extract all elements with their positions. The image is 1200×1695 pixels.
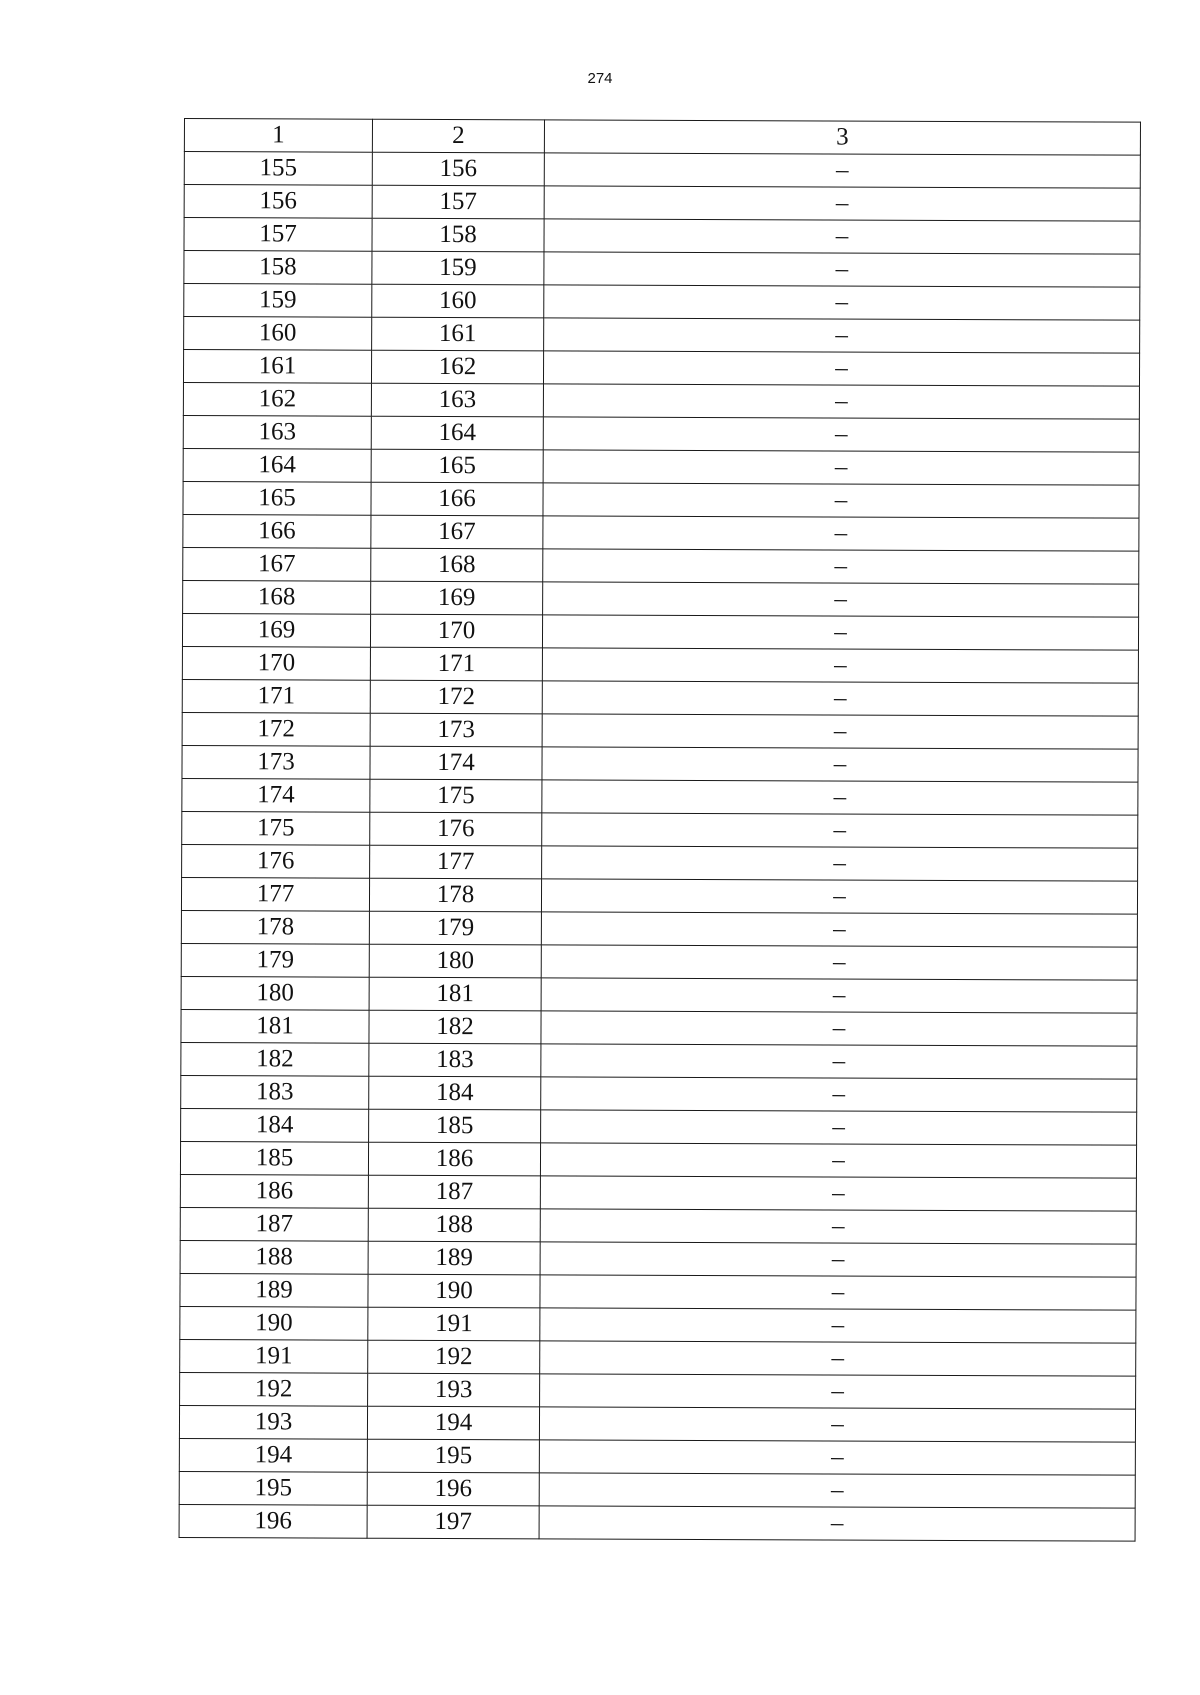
table-cell-col-1: 175 [182, 811, 370, 845]
table-cell-col-1: 157 [184, 218, 372, 252]
table-cell-col-1: 161 [183, 350, 371, 384]
table-row [180, 1207, 1136, 1244]
table-cell-col-2: 186 [368, 1142, 540, 1176]
table-cell-col-3: – [539, 1506, 1135, 1541]
table-cell-col-3: – [539, 1440, 1135, 1475]
table-cell-col-2: 174 [370, 746, 542, 780]
table-row [180, 1240, 1136, 1277]
table-row [183, 481, 1139, 518]
table-cell-col-2: 189 [368, 1241, 540, 1275]
table-row [180, 1273, 1136, 1310]
table-cell-col-3: – [542, 747, 1138, 782]
table-cell-col-1: 163 [183, 415, 371, 449]
table-row [179, 1438, 1135, 1475]
table-cell-col-2: 163 [371, 383, 543, 417]
table-cell-col-3: – [543, 351, 1139, 386]
table-row [179, 1471, 1135, 1508]
table-cell-col-3: – [542, 648, 1138, 683]
table-cell-col-3: – [540, 1308, 1136, 1343]
table-row [182, 679, 1138, 716]
table-row [181, 1042, 1137, 1079]
table-cell-col-1: 179 [181, 943, 369, 977]
table-cell-col-1: 169 [182, 613, 370, 647]
table-cell-col-3: – [542, 846, 1138, 881]
table-cell-col-3: – [541, 1077, 1137, 1112]
table-row [184, 218, 1140, 255]
table-cell-col-3: – [544, 186, 1140, 221]
table-row [181, 1009, 1137, 1046]
table-cell-col-1: 177 [181, 877, 369, 911]
table-row [184, 251, 1140, 288]
table-cell-col-3: – [542, 681, 1138, 716]
table-cell-col-3: – [541, 1011, 1137, 1046]
table-row [184, 152, 1140, 189]
table-cell-col-2: 191 [368, 1307, 540, 1341]
table-row [182, 778, 1138, 815]
table-cell-col-1: 166 [183, 514, 371, 548]
table-cell-col-1: 185 [180, 1141, 368, 1175]
table-cell-col-1: 188 [180, 1240, 368, 1274]
table-cell-col-2: 167 [371, 515, 543, 549]
table-cell-col-1: 176 [182, 844, 370, 878]
table-cell-col-3: – [544, 318, 1140, 353]
table-cell-col-2: 190 [368, 1274, 540, 1308]
table-row [180, 1372, 1136, 1409]
table-cell-col-1: 195 [179, 1471, 367, 1505]
table-cell-col-2: 176 [370, 812, 542, 846]
table-row [183, 350, 1139, 387]
table-cell-col-1: 196 [179, 1504, 367, 1538]
table-header-row [184, 119, 1140, 156]
table-cell-col-3: – [541, 879, 1137, 914]
table-cell-col-2: 194 [367, 1406, 539, 1440]
table-cell-col-1: 168 [183, 580, 371, 614]
table-row [184, 317, 1140, 354]
table-cell-col-2: 184 [369, 1076, 541, 1110]
table-cell-col-3: – [540, 1242, 1136, 1277]
table-cell-col-1: 182 [181, 1042, 369, 1076]
table-cell-col-2: 171 [370, 647, 542, 681]
table-cell-col-3: – [543, 450, 1139, 485]
table-cell-col-3: – [540, 1275, 1136, 1310]
table-cell-col-2: 185 [369, 1109, 541, 1143]
table-cell-col-1: 173 [182, 745, 370, 779]
table-cell-col-3: – [540, 1374, 1136, 1409]
table-cell-col-1: 187 [180, 1207, 368, 1241]
table-cell-col-3: – [540, 1341, 1136, 1376]
table-cell-col-2: 178 [369, 878, 541, 912]
table-cell-col-1: 172 [182, 712, 370, 746]
table-row [182, 844, 1138, 881]
table-row [179, 1405, 1135, 1442]
table-cell-col-2: 179 [369, 911, 541, 945]
table-cell-col-2: 197 [367, 1505, 539, 1539]
table-cell-col-1: 189 [180, 1273, 368, 1307]
table-row [183, 580, 1139, 617]
table-row [184, 185, 1140, 222]
table-cell-col-3: – [543, 384, 1139, 419]
table-cell-col-2: 159 [372, 251, 544, 285]
column-header-1: 1 [184, 119, 372, 153]
table-cell-col-3: – [541, 1044, 1137, 1079]
table-cell-col-1: 183 [181, 1075, 369, 1109]
table-cell-col-2: 160 [372, 284, 544, 318]
table-row [182, 712, 1138, 749]
table-row [181, 910, 1137, 947]
table-cell-col-1: 186 [180, 1174, 368, 1208]
table-cell-col-3: – [541, 945, 1137, 980]
table-row [182, 646, 1138, 683]
table-cell-col-1: 159 [184, 284, 372, 318]
table-cell-col-1: 174 [182, 778, 370, 812]
table-cell-col-3: – [543, 483, 1139, 518]
table-row [180, 1174, 1136, 1211]
table-row [181, 943, 1137, 980]
table-cell-col-1: 165 [183, 481, 371, 515]
table-cell-col-1: 158 [184, 251, 372, 285]
table-cell-col-2: 192 [368, 1340, 540, 1374]
table-cell-col-2: 177 [370, 845, 542, 879]
table-row [182, 613, 1138, 650]
table-row [181, 877, 1137, 914]
table-row [183, 547, 1139, 584]
table-cell-col-3: – [540, 1143, 1136, 1178]
table-cell-col-2: 193 [368, 1373, 540, 1407]
table-cell-col-2: 157 [372, 185, 544, 219]
table-row [183, 382, 1139, 419]
table-cell-col-2: 188 [368, 1208, 540, 1242]
table-cell-col-2: 166 [371, 482, 543, 516]
table-row [183, 415, 1139, 452]
table-cell-col-1: 178 [181, 910, 369, 944]
table-cell-col-1: 171 [182, 679, 370, 713]
table-body [179, 119, 1140, 1542]
table-cell-col-2: 196 [367, 1472, 539, 1506]
table-row [180, 1306, 1136, 1343]
column-header-2: 2 [372, 119, 544, 153]
table-cell-col-2: 161 [372, 317, 544, 351]
table-cell-col-3: – [540, 1209, 1136, 1244]
table-cell-col-3: – [541, 1110, 1137, 1145]
table-cell-col-1: 181 [181, 1009, 369, 1043]
table-cell-col-3: – [542, 813, 1138, 848]
table-cell-col-2: 181 [369, 977, 541, 1011]
table-row [182, 745, 1138, 782]
table-row [182, 811, 1138, 848]
table-cell-col-3: – [539, 1473, 1135, 1508]
table-cell-col-2: 156 [372, 152, 544, 186]
table-cell-col-2: 180 [369, 944, 541, 978]
table-cell-col-2: 173 [370, 713, 542, 747]
table-row [180, 1141, 1136, 1178]
table-cell-col-1: 191 [180, 1339, 368, 1373]
table-cell-col-3: – [544, 219, 1140, 254]
table-cell-col-3: – [544, 285, 1140, 320]
table-row [180, 1339, 1136, 1376]
table-cell-col-1: 190 [180, 1306, 368, 1340]
table-cell-col-1: 170 [182, 646, 370, 680]
table-cell-col-2: 195 [367, 1439, 539, 1473]
column-header-3: 3 [544, 120, 1140, 155]
table-cell-col-3: – [541, 912, 1137, 947]
table-cell-col-3: – [539, 1407, 1135, 1442]
table-cell-col-1: 184 [181, 1108, 369, 1142]
table-cell-col-1: 192 [180, 1372, 368, 1406]
table-cell-col-2: 169 [371, 581, 543, 615]
table-cell-col-1: 155 [184, 152, 372, 186]
table-cell-col-2: 170 [370, 614, 542, 648]
table-cell-col-3: – [542, 780, 1138, 815]
table-cell-col-3: – [540, 1176, 1136, 1211]
table-cell-col-2: 165 [371, 449, 543, 483]
table-cell-col-2: 164 [371, 416, 543, 450]
table-cell-col-1: 193 [179, 1405, 367, 1439]
table-row [181, 1075, 1137, 1112]
page-number: 274 [587, 70, 613, 87]
table-cell-col-2: 175 [370, 779, 542, 813]
table-cell-col-2: 158 [372, 218, 544, 252]
table-cell-col-2: 187 [368, 1175, 540, 1209]
table-cell-col-3: – [542, 615, 1138, 650]
table-cell-col-1: 167 [183, 547, 371, 581]
table-cell-col-3: – [543, 516, 1139, 551]
table-row [181, 1108, 1137, 1145]
table-cell-col-3: – [541, 978, 1137, 1013]
table-row [183, 448, 1139, 485]
table-cell-col-2: 183 [369, 1043, 541, 1077]
table-cell-col-3: – [542, 714, 1138, 749]
table-cell-col-3: – [544, 153, 1140, 188]
table-cell-col-2: 172 [370, 680, 542, 714]
table-cell-col-1: 164 [183, 448, 371, 482]
table-cell-col-1: 156 [184, 185, 372, 219]
table-cell-col-1: 160 [184, 317, 372, 351]
data-table [179, 118, 1141, 1542]
table-cell-col-1: 180 [181, 976, 369, 1010]
table-cell-col-1: 194 [179, 1438, 367, 1472]
table-cell-col-3: – [543, 549, 1139, 584]
table-cell-col-2: 182 [369, 1010, 541, 1044]
table-row [184, 284, 1140, 321]
table-cell-col-2: 168 [371, 548, 543, 582]
table-cell-col-3: – [543, 582, 1139, 617]
table-cell-col-3: – [544, 252, 1140, 287]
table-cell-col-3: – [543, 417, 1139, 452]
table-row [181, 976, 1137, 1013]
table-row [183, 514, 1139, 551]
table-cell-col-1: 162 [183, 382, 371, 416]
table-row [179, 1504, 1135, 1541]
table-cell-col-2: 162 [371, 350, 543, 384]
